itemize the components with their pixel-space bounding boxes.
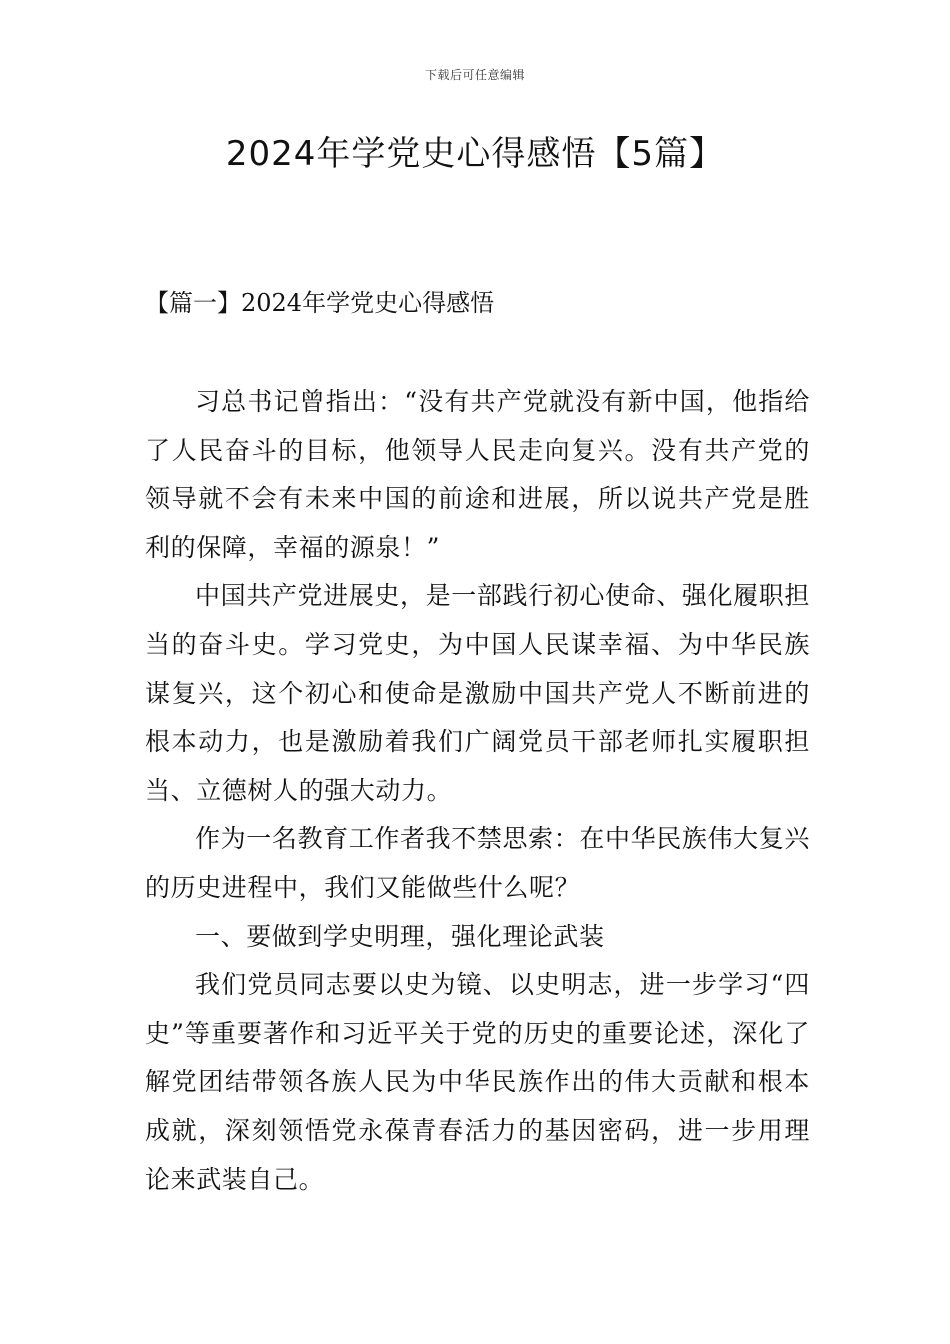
subheading-1: 一、要做到学史明理，强化理论武装 (195, 921, 605, 951)
paragraph-3: 作为一名教育工作者我不禁思索：在中华民族伟大复兴的历史进程中，我们又能做些什么呢？ (145, 824, 810, 902)
document-title: 2024年学党史心得感悟【5篇】 (225, 134, 725, 174)
body-text (145, 378, 810, 1204)
paragraph-2: 中国共产党进展史，是一部践行初心使命、强化履职担当的奋斗史。学习党史，为中国人民谋幸福、为中华民族谋复兴，这个初心和使命是激励中国共产党人不断前进的根本动力，也是激励着我们广阔党员干部老师扎实履职担当、立德树人的强大动力。 (145, 581, 810, 805)
header-note: 下载后可任意编辑 (424, 68, 525, 82)
section-heading: 【篇一】2024年学党史心得感悟 (145, 289, 495, 317)
paragraph-1: 习总书记曾指出：“没有共产党就没有新中国，他指给了人民奋斗的目标，他领导人民走向复兴。没有共产党的领导就不会有未来中国的前途和进展，所以说共产党是胜利的保障，幸福的源泉！” (145, 387, 810, 562)
paragraph-4: 我们党员同志要以史为镜、以史明志，进一步学习“四史”等重要著作和习近平关于党的历史的重要论述，深化了解党团结带领各族人民为中华民族作出的伟大贡献和根本成就，深刻领悟党永葆青春活力的基因密码，进一步用理论来武装自己。 (145, 970, 810, 1194)
